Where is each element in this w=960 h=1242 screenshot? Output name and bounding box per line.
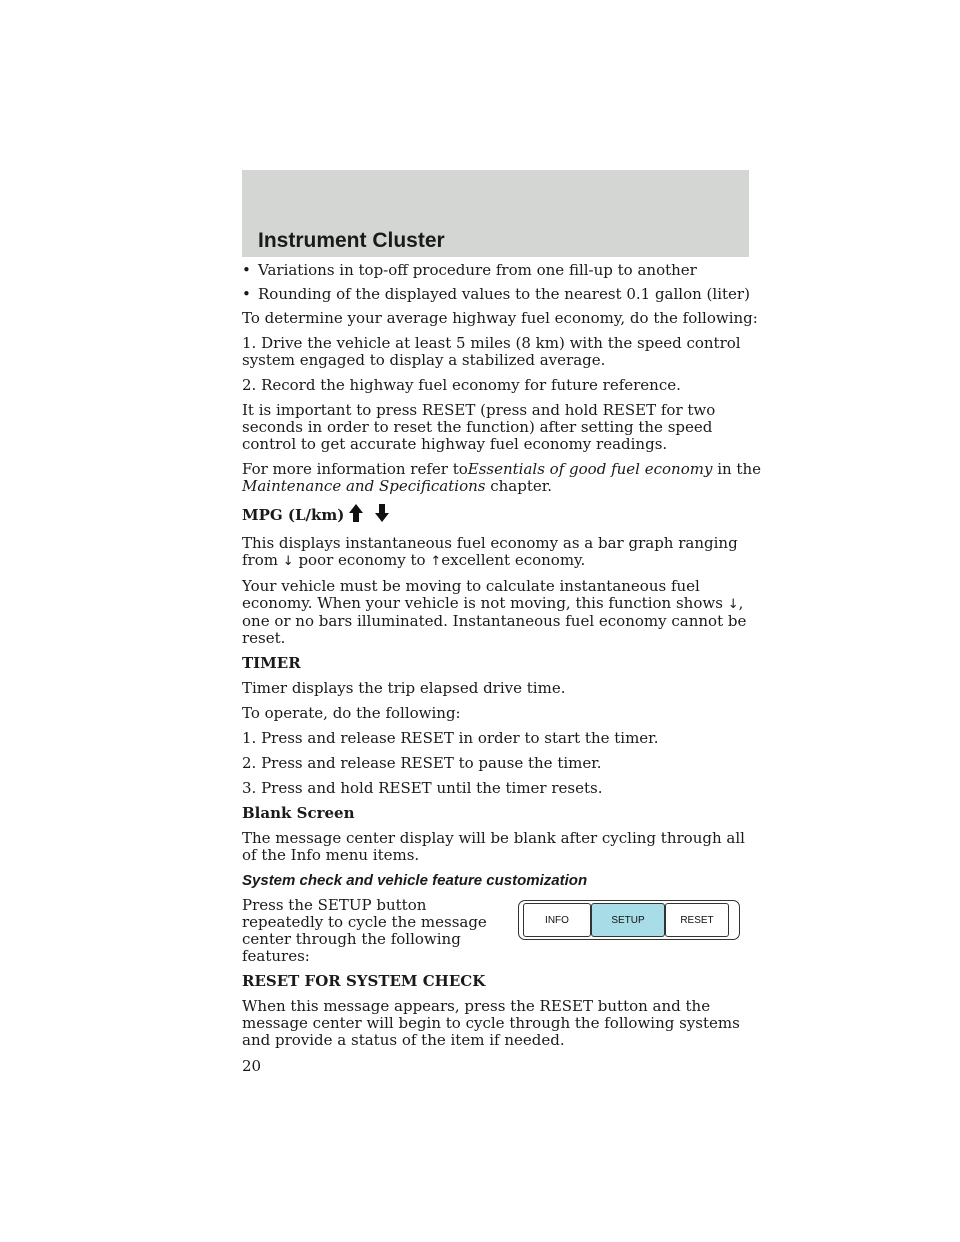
message-center-button-panel: [518, 900, 740, 940]
setup-button[interactable]: SETUP: [591, 903, 665, 937]
arrow-down-icon: [372, 503, 392, 527]
bullet-marker: •: [242, 285, 251, 303]
paragraph: This displays instantaneous fuel economy as a bar graph ranging from ↓ poor economy to ↑excellent economy.: [242, 534, 738, 569]
bullet-marker: •: [242, 261, 251, 279]
arrow-up-icon: ↑: [430, 554, 442, 569]
paragraph-more-info: For more information refer toEssentials of good fuel economy in the Maintenance and Specifications chapter.: [242, 460, 761, 495]
section-header-band: [242, 170, 749, 257]
paragraph: The message center display will be blank after cycling through all of the Info menu items.: [242, 829, 745, 864]
bullet-text: Variations in top-off procedure from one fill-up to another: [258, 261, 697, 279]
paragraph: When this message appears, press the RESET button and the message center will begin to cycle through the following systems and provide a status of the item if needed.: [242, 997, 740, 1049]
arrow-down-icon: ↓: [282, 554, 294, 569]
paragraph: Timer displays the trip elapsed drive time.: [242, 679, 566, 697]
paragraph: 1. Drive the vehicle at least 5 miles (8 km) with the speed control system engaged to display a stabilized average.: [242, 334, 741, 369]
paragraph: To determine your average highway fuel economy, do the following:: [242, 309, 758, 327]
info-button[interactable]: INFO: [523, 903, 591, 937]
reset-system-check-heading: RESET FOR SYSTEM CHECK: [242, 972, 486, 990]
bullet-item: [242, 286, 762, 303]
mpg-heading: MPG (L/km): [242, 503, 762, 527]
chapter-reference: Essentials of good fuel economy: [467, 460, 713, 478]
timer-step: 1. Press and release RESET in order to start the timer.: [242, 729, 659, 747]
paragraph: Press the SETUP button repeatedly to cycle the message center through the following features:: [242, 896, 487, 965]
page-number: 20: [242, 1057, 262, 1075]
timer-step: 2. Press and release RESET to pause the timer.: [242, 754, 602, 772]
arrow-up-icon: [346, 503, 366, 527]
reset-button[interactable]: RESET: [665, 903, 729, 937]
paragraph: 2. Record the highway fuel economy for future reference.: [242, 376, 681, 394]
arrow-down-icon: ↓: [727, 597, 739, 612]
bullet-item: [242, 262, 762, 279]
blank-screen-heading: Blank Screen: [242, 804, 355, 822]
timer-heading: TIMER: [242, 654, 301, 672]
page-content: [242, 262, 762, 1057]
system-check-heading: System check and vehicle feature customization: [242, 872, 588, 889]
chapter-reference: Maintenance and Specifications: [242, 477, 486, 495]
timer-step: 3. Press and hold RESET until the timer resets.: [242, 779, 603, 797]
paragraph: It is important to press RESET (press and hold RESET for two seconds in order to reset the function) after setting the speed control to get accurate highway fuel economy readings.: [242, 401, 716, 453]
paragraph: Your vehicle must be moving to calculate instantaneous fuel economy. When your vehicle is not moving, this function shows ↓, one or no bars illuminated. Instantaneous fuel economy cannot be reset.: [242, 577, 747, 647]
setup-row: [242, 897, 762, 965]
bullet-text: Rounding of the displayed values to the nearest 0.1 gallon (liter): [258, 285, 750, 303]
paragraph: To operate, do the following:: [242, 704, 461, 722]
section-title: Instrument Cluster: [258, 229, 445, 252]
